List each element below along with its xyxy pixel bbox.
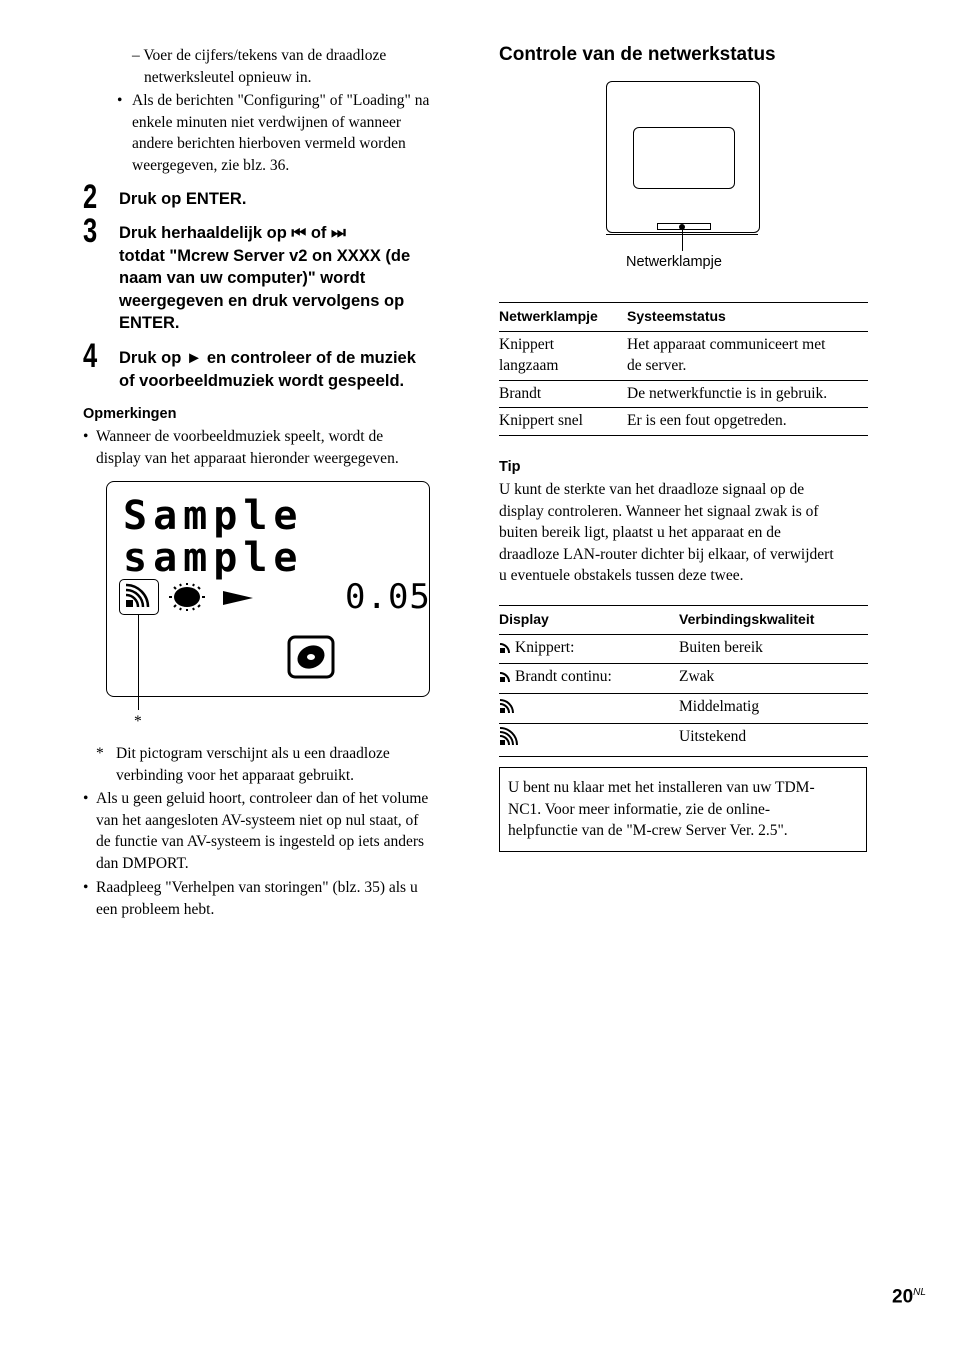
step-line: Druk op ENTER. xyxy=(119,190,247,208)
note-line: dan DMPORT. xyxy=(96,854,189,872)
tip-line: display controleren. Wanneer het signaal zwak is of xyxy=(499,502,819,520)
cell-line: Het apparaat communiceert met xyxy=(627,335,826,353)
device-label: Netwerklampje xyxy=(626,254,722,270)
device-screen xyxy=(633,127,735,189)
table-cell xyxy=(499,724,679,757)
table-row xyxy=(499,693,868,724)
signal-display: Knippert: xyxy=(515,638,575,656)
step-text xyxy=(119,222,464,335)
play-icon xyxy=(223,589,255,614)
dash-item-line: netwerksleutel opnieuw in. xyxy=(144,68,312,86)
signal-2-icon xyxy=(499,696,517,721)
signal-1-icon xyxy=(499,668,513,690)
step-text xyxy=(119,347,464,392)
step-number: 2 xyxy=(83,178,98,216)
col-header: Display xyxy=(499,606,679,635)
table-cell: Uitstekend xyxy=(679,724,868,757)
table-cell: De netwerkfunctie is in gebruik. xyxy=(627,380,868,408)
note-line: van het aangesloten AV-systeem niet op nul staat, of xyxy=(96,811,419,829)
tip-line: buiten bereik ligt, plaatst u het apparaat en de xyxy=(499,524,781,541)
cell-line: de server. xyxy=(627,357,687,374)
step-number: 3 xyxy=(83,212,98,250)
table-cell xyxy=(499,634,679,664)
footnote-line: verbinding voor het apparaat gebruikt. xyxy=(116,766,355,784)
device-display xyxy=(106,481,430,697)
tip-line: u eventuele obstakels tussen deze twee. xyxy=(499,567,744,584)
bullet-line: enkele minuten niet verdwijnen of wanneer xyxy=(132,113,401,131)
table-cell: Er is een fout opgetreden. xyxy=(627,408,868,436)
page-number-suffix: NL xyxy=(913,1287,926,1298)
dash-item-line: – Voer de cijfers/tekens van de draadloze xyxy=(132,47,387,64)
step-line: ENTER. xyxy=(119,314,180,332)
callout-asterisk: * xyxy=(134,713,142,730)
step-line: weergegeven en druk vervolgens op xyxy=(119,291,405,310)
lamp-dot xyxy=(679,224,685,230)
tip-text xyxy=(499,479,869,587)
display-line-2: sample xyxy=(123,535,304,581)
note-item xyxy=(83,426,463,469)
info-line: helpfunctie van de "M-crew Server Ver. 2.5". xyxy=(508,822,788,839)
lamp-leader xyxy=(682,227,683,251)
step-text xyxy=(119,188,464,211)
table-header xyxy=(499,303,868,332)
info-box xyxy=(499,767,867,852)
step-line: Druk op ► en controleer of de muziek xyxy=(119,349,416,367)
cell-line: Knippert xyxy=(499,335,555,353)
col-header: Systeemstatus xyxy=(627,303,868,332)
table-cell xyxy=(627,331,868,380)
bullet-item xyxy=(117,90,462,176)
disc-icon xyxy=(165,582,209,619)
note-line: een probleem hebt. xyxy=(96,900,215,918)
page-number xyxy=(892,1282,926,1308)
note-line: de functie van AV-systeem is ingesteld op iets anders xyxy=(96,833,425,850)
table-header xyxy=(499,606,868,635)
table-row xyxy=(499,380,868,408)
table-row xyxy=(499,408,868,436)
bullet-mark: • xyxy=(83,428,89,445)
page-number-value: 20 xyxy=(892,1286,914,1308)
footnote-mark: * xyxy=(96,745,104,762)
step-line: naam van uw computer)" wordt xyxy=(119,269,366,287)
tip-heading: Tip xyxy=(499,459,521,475)
step-line: totdat "Mcrew Server v2 on XXXX (de xyxy=(119,246,411,265)
note-item xyxy=(83,877,463,920)
table-cell: Knippert snel xyxy=(499,408,627,436)
table-row xyxy=(499,724,868,757)
step-number: 4 xyxy=(83,337,98,375)
step-line: of voorbeeldmuziek wordt gespeeld. xyxy=(119,371,405,390)
info-line: U bent nu klaar met het installeren van uw TDM- xyxy=(508,779,815,796)
status-table xyxy=(499,302,868,436)
note-line: Raadpleeg "Verhelpen van storingen" (blz. 35) als u xyxy=(96,879,418,896)
bullet-line: andere berichten hierboven vermeld worden xyxy=(132,135,406,152)
table-cell: Buiten bereik xyxy=(679,634,868,664)
dash-item xyxy=(132,45,462,88)
note-line: Wanneer de voorbeeldmuziek speelt, wordt de xyxy=(96,428,384,445)
signal-1-icon xyxy=(499,639,513,661)
display-time: 0.05 xyxy=(345,577,431,617)
table-cell xyxy=(499,331,627,380)
table-cell: Brandt xyxy=(499,380,627,408)
signal-3-icon xyxy=(499,726,521,753)
tip-line: U kunt de sterkte van het draadloze signaal op de xyxy=(499,481,805,498)
bullet-mark: • xyxy=(117,92,123,109)
bullet-line: weergegeven, zie blz. 36. xyxy=(132,156,290,174)
bullet-mark: • xyxy=(83,879,89,896)
device-illustration xyxy=(606,81,760,233)
notes-heading: Opmerkingen xyxy=(83,406,177,422)
footnote-line: Dit pictogram verschijnt als u een draadloze xyxy=(116,745,390,762)
col-header: Netwerklampje xyxy=(499,303,627,332)
wireless-icon xyxy=(119,579,159,615)
table-row xyxy=(499,331,868,380)
col-header: Verbindingskwaliteit xyxy=(679,606,868,635)
note-item xyxy=(83,788,463,874)
signal-table xyxy=(499,605,868,757)
signal-display: Brandt continu: xyxy=(515,668,612,685)
section-title: Controle van de netwerkstatus xyxy=(499,44,776,65)
display-line-1: Sample xyxy=(123,493,304,539)
cd-icon xyxy=(287,635,335,686)
info-line: NC1. Voor meer informatie, zie de online- xyxy=(508,800,770,818)
table-row xyxy=(499,664,868,694)
note-line: display van het apparaat hieronder weergegeven. xyxy=(96,449,399,467)
tip-line: draadloze LAN-router dichter bij elkaar, of verwijdert xyxy=(499,545,834,563)
table-row xyxy=(499,634,868,664)
bullet-mark: • xyxy=(83,790,89,807)
table-cell: Middelmatig xyxy=(679,693,868,724)
note-line: Als u geen geluid hoort, controleer dan of het volume xyxy=(96,790,429,807)
table-cell: Zwak xyxy=(679,664,868,694)
table-cell xyxy=(499,664,679,694)
bullet-line: Als de berichten "Configuring" of "Loading" na xyxy=(132,92,430,109)
cell-line: langzaam xyxy=(499,357,559,374)
callout-line xyxy=(138,615,139,710)
table-cell xyxy=(499,693,679,724)
step-line: Druk herhaaldelijk op ⏮ of ⏭ xyxy=(119,224,346,242)
footnote xyxy=(96,743,466,786)
